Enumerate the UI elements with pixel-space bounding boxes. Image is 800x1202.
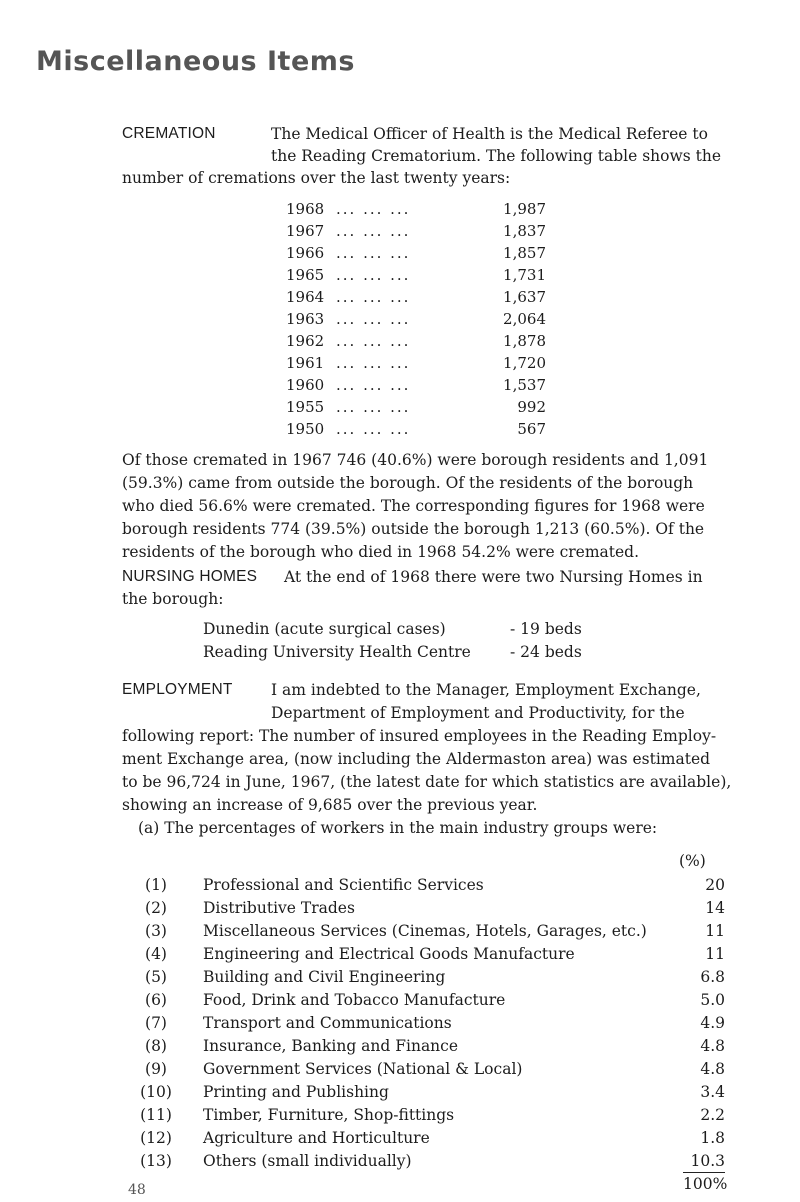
group-percent: 2.2 xyxy=(700,1106,725,1124)
employment-text: I am indebted to the Manager, Employment Exchange, xyxy=(271,681,701,699)
group-number: (8) xyxy=(145,1037,167,1055)
home-beds: - 19 beds xyxy=(510,620,582,638)
group-name: Printing and Publishing xyxy=(203,1083,389,1101)
group-percent: 11 xyxy=(705,922,725,940)
leader-dots: ... ... ... xyxy=(336,354,411,372)
leader-dots: ... ... ... xyxy=(336,398,411,416)
year-cell: 1950 xyxy=(286,420,325,438)
group-name: Food, Drink and Tobacco Manufacture xyxy=(203,991,506,1009)
table-row xyxy=(138,1106,725,1129)
group-number: (13) xyxy=(140,1152,172,1170)
group-number: (5) xyxy=(145,968,167,986)
group-number: (1) xyxy=(145,876,167,894)
count-cell: 1,987 xyxy=(503,200,546,218)
group-number: (2) xyxy=(145,899,167,917)
group-percent: 4.8 xyxy=(700,1060,725,1078)
group-percent: 1.8 xyxy=(700,1129,725,1147)
employment-text: to be 96,724 in June, 1967, (the latest date for which statistics are available), xyxy=(122,773,732,791)
cremation-summary-line: who died 56.6% were cremated. The corresponding figures for 1968 were xyxy=(122,497,705,515)
table-row xyxy=(286,200,546,221)
table-row xyxy=(138,922,725,945)
home-name: Reading University Health Centre xyxy=(203,643,471,661)
year-cell: 1964 xyxy=(286,288,325,306)
table-row xyxy=(138,991,725,1014)
cremation-summary-line: Of those cremated in 1967 746 (40.6%) were borough residents and 1,091 xyxy=(122,451,709,469)
group-percent: 4.8 xyxy=(700,1037,725,1055)
nursing-homes-label: NURSING HOMES xyxy=(122,568,258,585)
page-title: Miscellaneous Items xyxy=(36,46,355,77)
group-number: (7) xyxy=(145,1014,167,1032)
count-cell: 567 xyxy=(517,420,546,438)
table-row xyxy=(286,288,546,309)
employment-text: showing an increase of 9,685 over the previous year. xyxy=(122,796,538,814)
year-cell: 1965 xyxy=(286,266,325,284)
cremation-intro-line: The Medical Officer of Health is the Medical Referee to xyxy=(271,125,708,143)
count-cell: 1,637 xyxy=(503,288,546,306)
count-cell: 2,064 xyxy=(503,310,546,328)
nursing-homes-text: At the end of 1968 there were two Nursing Homes in xyxy=(284,568,703,586)
cremation-intro-line: the Reading Crematorium. The following table shows the xyxy=(271,147,721,165)
total-rule xyxy=(683,1172,725,1173)
table-row xyxy=(286,332,546,353)
leader-dots: ... ... ... xyxy=(336,244,411,262)
employment-text: ment Exchange area, (now including the Aldermaston area) was estimated xyxy=(122,750,711,768)
group-percent: 14 xyxy=(705,899,725,917)
group-number: (12) xyxy=(140,1129,172,1147)
year-cell: 1968 xyxy=(286,200,325,218)
group-percent: 11 xyxy=(705,945,725,963)
home-name: Dunedin (acute surgical cases) xyxy=(203,620,446,638)
count-cell: 1,537 xyxy=(503,376,546,394)
group-name: Insurance, Banking and Finance xyxy=(203,1037,459,1055)
count-cell: 992 xyxy=(517,398,546,416)
year-cell: 1963 xyxy=(286,310,325,328)
group-percent: 6.8 xyxy=(700,968,725,986)
table-row xyxy=(138,899,725,922)
table-row xyxy=(138,876,725,899)
leader-dots: ... ... ... xyxy=(336,376,411,394)
year-cell: 1966 xyxy=(286,244,325,262)
leader-dots: ... ... ... xyxy=(336,222,411,240)
group-number: (4) xyxy=(145,945,167,963)
employment-text: Department of Employment and Productivity, for the xyxy=(271,704,685,722)
group-name: Agriculture and Horticulture xyxy=(203,1129,430,1147)
group-percent: 5.0 xyxy=(700,991,725,1009)
group-name: Professional and Scientific Services xyxy=(203,876,484,894)
group-name: Engineering and Electrical Goods Manufacture xyxy=(203,945,575,963)
table-row xyxy=(286,376,546,397)
group-percent: 4.9 xyxy=(700,1014,725,1032)
table-row xyxy=(138,968,725,991)
table-row xyxy=(138,1037,725,1060)
group-percent: 3.4 xyxy=(700,1083,725,1101)
group-name: Transport and Communications xyxy=(203,1014,452,1032)
table-row xyxy=(286,354,546,375)
group-number: (10) xyxy=(140,1083,172,1101)
group-number: (11) xyxy=(140,1106,172,1124)
cremation-summary-line: (59.3%) came from outside the borough. Of the residents of the borough xyxy=(122,474,694,492)
table-row xyxy=(138,1152,725,1175)
count-cell: 1,720 xyxy=(503,354,546,372)
group-name: Miscellaneous Services (Cinemas, Hotels, Garages, etc.) xyxy=(203,922,647,940)
group-percent: 20 xyxy=(705,876,725,894)
table-row xyxy=(286,222,546,243)
employment-label: EMPLOYMENT xyxy=(122,681,233,698)
group-name: Timber, Furniture, Shop-fittings xyxy=(203,1106,455,1124)
group-name: Building and Civil Engineering xyxy=(203,968,446,986)
count-cell: 1,731 xyxy=(503,266,546,284)
table-row xyxy=(286,420,546,441)
leader-dots: ... ... ... xyxy=(336,200,411,218)
percent-header: (%) xyxy=(679,852,706,870)
table-row xyxy=(138,1083,725,1106)
employment-text: following report: The number of insured employees in the Reading Employ- xyxy=(122,727,717,745)
group-number: (9) xyxy=(145,1060,167,1078)
cremation-intro-line: number of cremations over the last twenty years: xyxy=(122,169,511,187)
group-percent: 10.3 xyxy=(690,1152,725,1170)
leader-dots: ... ... ... xyxy=(336,420,411,438)
year-cell: 1960 xyxy=(286,376,325,394)
year-cell: 1955 xyxy=(286,398,325,416)
year-cell: 1961 xyxy=(286,354,325,372)
leader-dots: ... ... ... xyxy=(336,310,411,328)
table-row xyxy=(138,1060,725,1083)
point-a: (a) The percentages of workers in the main industry groups were: xyxy=(138,819,658,837)
table-row xyxy=(138,945,725,968)
cremation-summary-line: residents of the borough who died in 1968 54.2% were cremated. xyxy=(122,543,640,561)
cremation-label: CREMATION xyxy=(122,125,216,142)
group-number: (6) xyxy=(145,991,167,1009)
cremation-summary-line: borough residents 774 (39.5%) outside the borough 1,213 (60.5%). Of the xyxy=(122,520,705,538)
leader-dots: ... ... ... xyxy=(336,332,411,350)
nursing-homes-text: the borough: xyxy=(122,590,224,608)
group-name: Others (small individually) xyxy=(203,1152,412,1170)
table-row xyxy=(286,310,546,331)
total-percent: 100% xyxy=(683,1175,728,1193)
leader-dots: ... ... ... xyxy=(336,266,411,284)
group-number: (3) xyxy=(145,922,167,940)
count-cell: 1,837 xyxy=(503,222,546,240)
home-beds: - 24 beds xyxy=(510,643,582,661)
table-row xyxy=(138,1129,725,1152)
leader-dots: ... ... ... xyxy=(336,288,411,306)
group-name: Distributive Trades xyxy=(203,899,355,917)
count-cell: 1,878 xyxy=(503,332,546,350)
table-row xyxy=(286,266,546,287)
year-cell: 1967 xyxy=(286,222,325,240)
count-cell: 1,857 xyxy=(503,244,546,262)
group-name: Government Services (National & Local) xyxy=(203,1060,523,1078)
table-row xyxy=(286,398,546,419)
year-cell: 1962 xyxy=(286,332,325,350)
table-row xyxy=(286,244,546,265)
table-row xyxy=(138,1014,725,1037)
page-number: 48 xyxy=(128,1182,146,1198)
